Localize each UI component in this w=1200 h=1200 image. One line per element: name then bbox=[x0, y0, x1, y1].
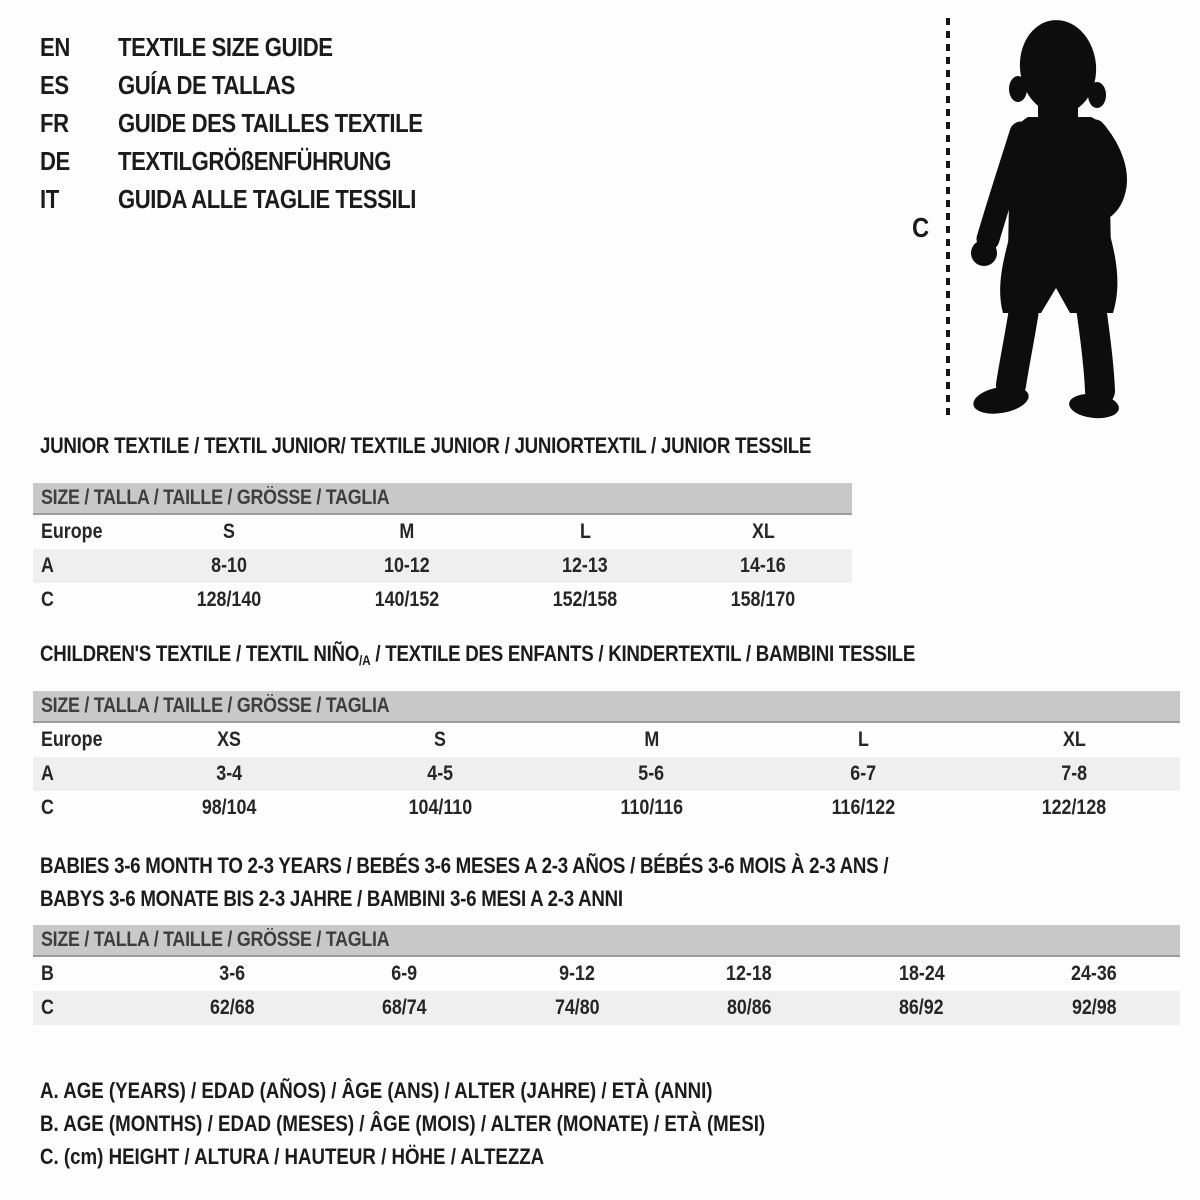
table-cell: 3-4 bbox=[215, 762, 242, 785]
table-cell: 18-24 bbox=[898, 962, 945, 985]
language-row bbox=[40, 180, 476, 218]
table-cell: 8-10 bbox=[211, 554, 247, 577]
size-header-bar: SIZE / TALLA / TAILLE / GRÖSSE / TAGLIA bbox=[33, 925, 1180, 957]
row-label: C bbox=[41, 796, 54, 819]
height-measure-dashed-line bbox=[946, 18, 950, 416]
row-label: Europe bbox=[41, 520, 103, 543]
table-cell: 5-6 bbox=[638, 762, 665, 785]
table-cell: 86/92 bbox=[899, 996, 944, 1019]
table-cell: 6-7 bbox=[850, 762, 876, 785]
language-row bbox=[40, 104, 476, 142]
table-cell: M bbox=[644, 728, 659, 751]
language-row bbox=[40, 66, 476, 104]
guide-title: GUÍA DE TALLAS bbox=[118, 69, 295, 100]
table-cell: XL bbox=[1062, 728, 1086, 751]
table-cell: 98/104 bbox=[201, 796, 256, 819]
table-cell: 62/68 bbox=[209, 996, 255, 1019]
legend-footnotes bbox=[40, 1074, 893, 1173]
table-cell: XS bbox=[216, 728, 241, 751]
row-label: A bbox=[41, 554, 54, 577]
language-code: IT bbox=[40, 183, 59, 214]
table-row bbox=[33, 957, 1180, 991]
guide-title: TEXTILE SIZE GUIDE bbox=[118, 31, 333, 62]
table-cell: S bbox=[434, 728, 447, 751]
table-cell: 122/128 bbox=[1042, 796, 1107, 819]
row-label: B bbox=[41, 962, 54, 985]
toddler-silhouette-icon bbox=[963, 15, 1138, 420]
row-label: C bbox=[41, 996, 54, 1019]
table-cell: 74/80 bbox=[554, 996, 600, 1019]
language-code: FR bbox=[40, 107, 69, 138]
row-label: A bbox=[41, 762, 54, 785]
table-cell: 68/74 bbox=[382, 996, 427, 1019]
language-code: ES bbox=[40, 69, 69, 100]
table-cell: L bbox=[579, 520, 591, 543]
table-cell: 158/170 bbox=[730, 588, 796, 611]
language-row bbox=[40, 28, 476, 66]
table-cell: 6-9 bbox=[391, 962, 418, 985]
table-cell: 7-8 bbox=[1061, 762, 1088, 785]
row-label: Europe bbox=[41, 728, 103, 751]
babies-section-title bbox=[40, 849, 1038, 915]
language-title-list bbox=[40, 28, 476, 218]
size-header-bar: SIZE / TALLA / TAILLE / GRÖSSE / TAGLIA bbox=[33, 483, 852, 515]
guide-title: GUIDA ALLE TAGLIE TESSILI bbox=[118, 183, 416, 214]
size-header-bar: SIZE / TALLA / TAILLE / GRÖSSE / TAGLIA bbox=[33, 691, 1180, 723]
table-cell: 24-36 bbox=[1070, 962, 1117, 985]
children-section-title: CHILDREN'S TEXTILE / TEXTIL NIÑO/A / TEXTILE DES ENFANTS / KINDERTEXTIL / BAMBINI TESSILE bbox=[40, 641, 916, 668]
table-row bbox=[33, 791, 1180, 825]
height-measure-label: C bbox=[912, 212, 930, 243]
table-row bbox=[33, 515, 852, 549]
table-cell: 80/86 bbox=[726, 996, 772, 1019]
junior-size-table bbox=[33, 483, 852, 617]
table-row bbox=[33, 583, 852, 617]
table-row bbox=[33, 757, 1180, 791]
table-cell: 10-12 bbox=[384, 554, 430, 577]
table-cell: 12-13 bbox=[562, 554, 608, 577]
table-cell: 116/122 bbox=[831, 796, 895, 819]
guide-title: TEXTILGRÖßENFÜHRUNG bbox=[118, 145, 392, 176]
nino-a-subscript: /A bbox=[359, 652, 371, 668]
table-cell: M bbox=[399, 520, 415, 543]
language-code: EN bbox=[40, 31, 70, 62]
table-cell: 140/152 bbox=[374, 588, 440, 611]
babies-size-table bbox=[33, 925, 1180, 1025]
table-row bbox=[33, 723, 1180, 757]
guide-title: GUIDE DES TAILLES TEXTILE bbox=[118, 107, 423, 138]
language-code: DE bbox=[40, 145, 70, 176]
table-cell: 3-6 bbox=[219, 962, 246, 985]
table-cell: 110/116 bbox=[620, 796, 683, 819]
table-cell: 14-16 bbox=[740, 554, 786, 577]
table-cell: S bbox=[223, 520, 235, 543]
table-cell: 12-18 bbox=[726, 962, 772, 985]
table-cell: 92/98 bbox=[1071, 996, 1117, 1019]
table-row bbox=[33, 991, 1180, 1025]
table-row bbox=[33, 549, 852, 583]
junior-section-title: JUNIOR TEXTILE / TEXTIL JUNIOR/ TEXTILE JUNIOR / JUNIORTEXTIL / JUNIOR TESSILE bbox=[40, 433, 812, 458]
language-row bbox=[40, 142, 476, 180]
table-cell: 128/140 bbox=[196, 588, 262, 611]
footnote-a: A. AGE (YEARS) / EDAD (AÑOS) / ÂGE (ANS) / ALTER (JAHRE) / ETÀ (ANNI) bbox=[40, 1078, 713, 1103]
footnote-b: B. AGE (MONTHS) / EDAD (MESES) / ÂGE (MOIS) / ALTER (MONATE) / ETÀ (MESI) bbox=[40, 1111, 766, 1136]
table-cell: 152/158 bbox=[552, 588, 618, 611]
footnote-c: C. (cm) HEIGHT / ALTURA / HAUTEUR / HÖHE / ALTEZZA bbox=[40, 1144, 545, 1169]
table-cell: 104/110 bbox=[408, 796, 472, 819]
table-cell: 9-12 bbox=[558, 962, 595, 985]
table-cell: L bbox=[857, 728, 869, 751]
row-label: C bbox=[41, 588, 54, 611]
table-cell: XL bbox=[751, 520, 775, 543]
babies-title-line-1: BABIES 3-6 MONTH TO 2-3 YEARS / BEBÉS 3-6 MESES A 2-3 AÑOS / BÉBÉS 3-6 MOIS À 2-3 ANS / bbox=[40, 853, 889, 878]
children-size-table bbox=[33, 691, 1180, 825]
table-cell: 4-5 bbox=[427, 762, 454, 785]
babies-title-line-2: BABYS 3-6 MONATE BIS 2-3 JAHRE / BAMBINI 3-6 MESI A 2-3 ANNI bbox=[40, 886, 623, 911]
